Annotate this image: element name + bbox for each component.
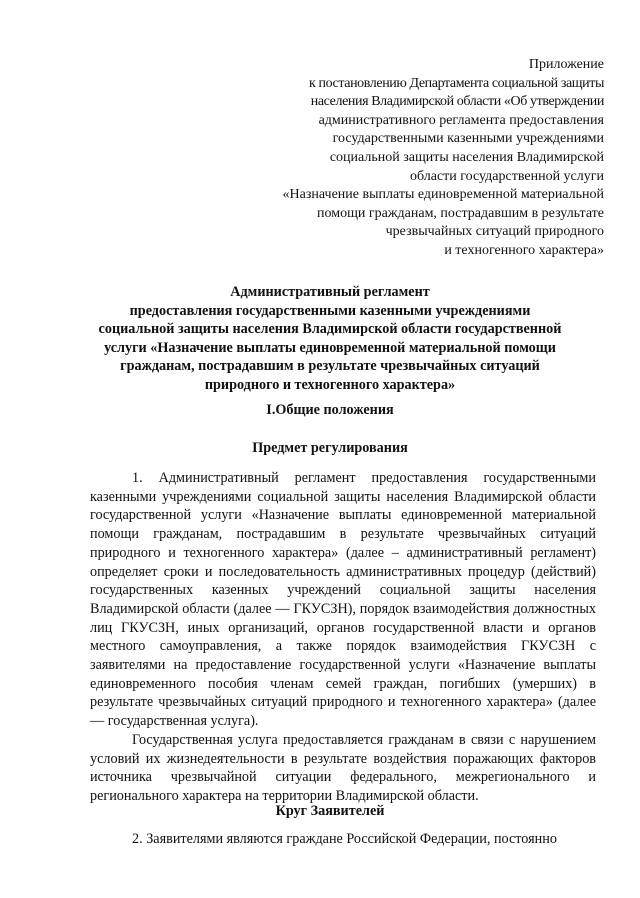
appendix-line: к постановлению Департамента социальной защиты	[309, 75, 604, 91]
title-line: предоставления государственными казенными учреждениями	[129, 302, 531, 319]
section-heading: I.Общие положения	[266, 402, 394, 418]
appendix-line: населения Владимирской области «Об утверждении	[310, 94, 604, 110]
appendix-line: государственными казенными учреждениями	[332, 131, 604, 147]
paragraph-1: 1. Административный регламент предоставления государственными казенными учреждениями социальной защиты населения Владимирской области государственной услуги «Назначение выплаты единовременной материальной помощи гражданам, пострадавшим в результате чрезвычайных ситуаций природного и техногенного характера» (далее – административный регламент) определяет сроки и последовательность административных процедур (действий) государственных казенных учреждений социальной защиты населения Владимирской области (далее — ГКУСЗН), порядок взаимодействия должностных лиц ГКУСЗН, иных организаций, органов государственной власти и органов местного самоуправления, а также порядок взаимодействия ГКУСЗН с заявителями на предоставление государственной услуги «Назначение выплаты единовременного пособия членам семей граждан, погибших (умерших) в результате чрезвычайных ситуаций природного и техногенного характера» (далее — государственная услуга).	[90, 470, 596, 730]
paragraph-2: Государственная услуга предоставляется гражданам в связи с нарушением условий их жизнедеятельности в результате воздействия поражающих факторов источника чрезвычайной ситуации федерального, межрегионального и регионального характера на территории Владимирской области.	[90, 731, 596, 804]
document-title	[60, 283, 600, 394]
appendix-line: Приложение	[528, 57, 604, 72]
appendix-line: социальной защиты населения Владимирской	[329, 149, 604, 165]
title-line: гражданам, пострадавшим в результате чрезвычайных ситуаций	[120, 358, 540, 374]
title-line: Административный регламент	[230, 284, 430, 300]
appendix-line: и техногенного характера»	[444, 242, 604, 258]
appendix-block	[184, 56, 604, 261]
section-subheading: Предмет регулирования	[252, 440, 408, 456]
appendix-line: области государственной услуги	[409, 168, 604, 184]
appendix-line: административного регламента предоставления	[318, 112, 604, 128]
applicants-body	[90, 830, 596, 849]
appendix-line: чрезвычайных ситуаций природного	[385, 224, 604, 240]
applicants-heading: Круг Заявителей	[275, 803, 385, 819]
paragraph-3: 2. Заявителями являются граждане Российской Федерации, постоянно	[132, 831, 557, 847]
appendix-line: «Назначение выплаты единовременной материальной	[282, 187, 604, 203]
section-body	[90, 469, 596, 806]
title-line: природного и техногенного характера»	[204, 376, 456, 393]
appendix-line: помощи гражданам, пострадавшим в результате	[317, 205, 604, 221]
title-line: услуги «Назначение выплаты единовременной материальной помощи	[104, 339, 556, 356]
title-line: социальной защиты населения Владимирской области государственной	[98, 321, 562, 337]
